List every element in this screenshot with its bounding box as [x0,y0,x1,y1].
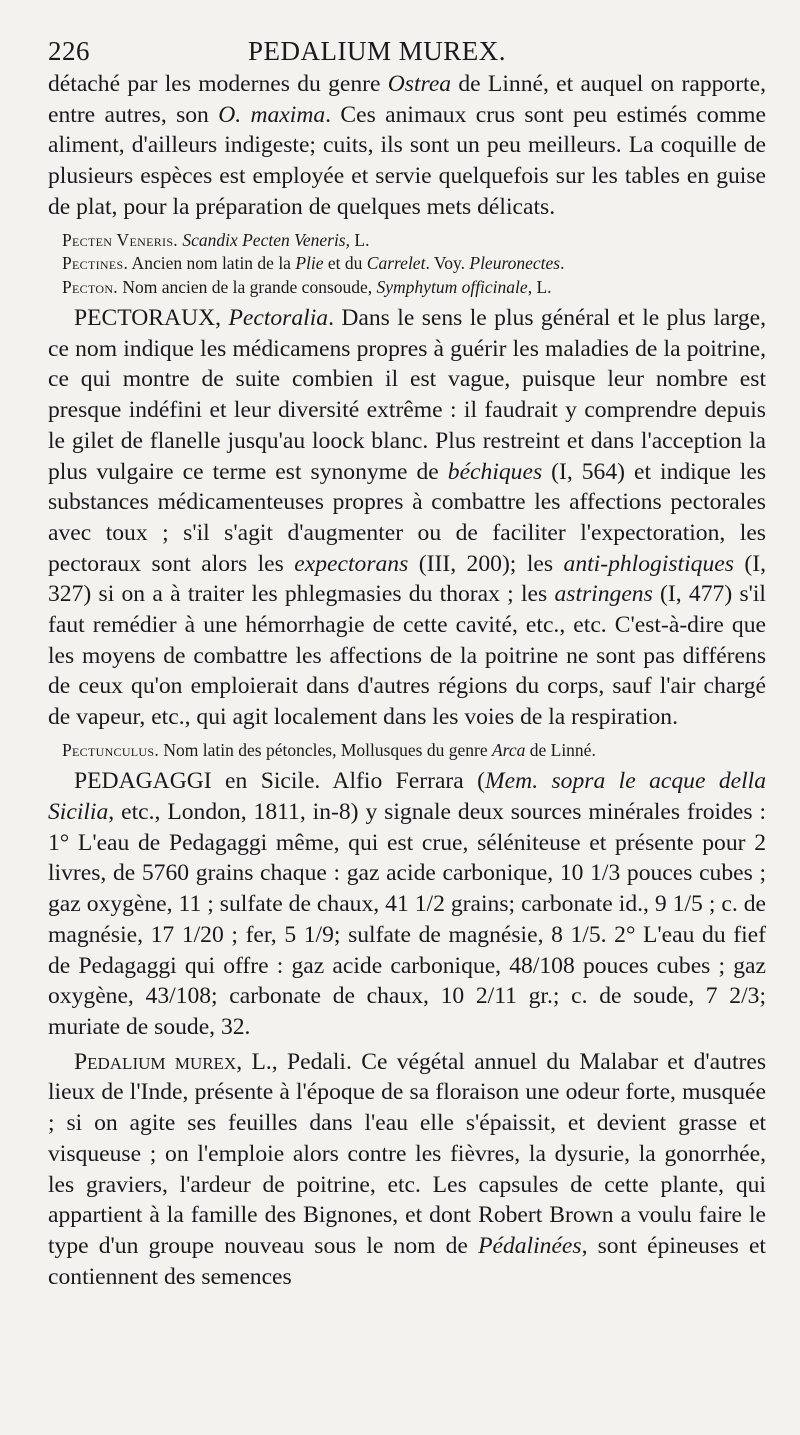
italic-term: Symphytum officinale [376,276,528,297]
text-span: . Dans le sens le plus général et le plus large, ce nom indique les médicamens propres à guérir les maladies de la poitrine, ce qui montre de suite combien il est vague, puisque leur nombre est presque indéfini et leur diversité extrême : il faudrait y comprendre depuis le gilet de flanelle jusqu'au loock blanc. Plus restreint et dans l'acception la plus vulgaire ce terme est synonyme de [48,305,766,485]
running-title: PEDALIUM MUREX. [248,36,507,66]
text-span: , etc., London, 1811, in-8) y signale deux sources minérales froides : 1° L'eau de Pedagaggi même, qui est crue, séléniteuse et présente pour 2 livres, de 5760 grains chaque : gaz acide carbonique, 10 1/3 pouces cubes ; gaz oxygène, 11 ; sulfate de chaux, 41 1/2 grains; carbonate id., 9 1/5 ; c. de magnésie, 17 1/20 ; fer, 5 1/9; sulfate de magnésie, 8 1/5. 2° L'eau du fief de Pedagaggi qui offre : gaz acide carbonique, 48/108 pouces cubes ; gaz oxygène, 43/108; carbonate de chaux, 10 2/11 gr.; c. de soude, 7 2/3; muriate de soude, 32. [48,799,766,1040]
italic-term: astringens [554,581,653,608]
italic-term: Arca [491,739,526,760]
text-span: (III, 200); les [408,550,564,577]
page-number: 226 [48,36,90,66]
italic-term: expectorans [294,550,409,577]
italic-term: Plie [295,253,324,274]
text-span: détaché par les modernes du genre [48,71,388,97]
text-span: L. [350,229,370,250]
italic-term: béchiques [447,458,543,485]
text-span: , L., Pedali. Ce végétal annuel du Malabar et d'autres lieux de l'Inde, présente à l'époque de sa floraison une odeur forte, musquée ; si on agite ses feuilles dans l'eau elle s'épaissit, et devient grasse et visqueuse ; on l'emploie alors contre les fièvres, la dysurie, la gonorrhée, les graviers, l'ardeur de poitrine, etc. Les capsules de cette plante, qui appartient à la famille des Bignones, et dont Robert Brown a voulu faire le type d'un groupe nouveau sous le nom de [48,1048,767,1259]
entry-pecten-veneris [48,229,766,253]
text-span: (I, 477) s'il faut remédier à une hémorrhagie de cette cavité, etc., etc. C'est-à-dire que les moyens de combattre les affections de la poitrine ne sont pas différens de ceux qu'on emploierait dans d'autres régions du corps, sauf l'air chargé de vapeur, etc., qui agit localement dans les voies de la respiration. [48,581,766,731]
page-body [48,69,766,1292]
italic-term: Pleuronectes [469,253,561,274]
text-span: de Linné, et auquel on rapporte, entre autres, son [48,71,766,128]
entry-headword: Pecten Veneris. [62,229,178,250]
text-span: , L. [527,276,552,297]
text-span: , [215,305,229,332]
paragraph-ostrea-continuation [48,69,766,223]
entry-pedagaggi [48,766,766,1042]
italic-term: Pédalinées [478,1232,582,1259]
text-span: et du [323,253,367,274]
entry-headword: Pedalium murex [74,1048,237,1075]
minor-entries-pectunculus [48,739,766,763]
text-span: Ancien nom latin de la [128,253,296,274]
italic-term: O. maxima [218,101,326,128]
text-span: Nom latin des pétoncles, Mollusques du genre [159,739,492,760]
text-span: . Voy. [425,253,470,274]
entry-pecton [48,276,766,300]
text-span: . [560,253,565,274]
entry-pectines [48,252,766,276]
text-span: Nom ancien de la grande consoude, [118,276,377,297]
text-span: de Linné. [525,739,596,760]
entry-pectunculus [48,739,766,763]
entry-pedalium-murex [48,1047,766,1293]
running-head [48,36,766,67]
text-span: , sont épineuses et contiennent des semences [48,1232,766,1290]
italic-term: Carrelet [366,253,426,274]
minor-entries-pecten [48,229,766,300]
entry-headword: PEDAGAGGI [74,768,212,795]
text-span: (I, 564) et indique les substances médicamenteuses propres à combattre les affections pectorales avec toux ; s'il s'agit d'augmenter ou de faciliter l'expectoration, les pectoraux sont alors les [48,458,767,577]
italic-term: Pectoralia [228,305,329,332]
italic-term: Ostrea [387,71,452,97]
italic-term: Scandix Pecten Veneris, [177,229,350,250]
entry-pectoraux [48,303,766,733]
entry-headword: Pecton. [62,276,118,297]
italic-term: anti-phlogistiques [563,550,734,577]
entry-headword: Pectines. [62,253,129,274]
entry-headword: Pectunculus. [62,739,160,760]
text-span: . Ces animaux crus sont peu estimés comme aliment, d'ailleurs indigeste; cuits, ils sont un peu meilleurs. La coquille de plusieurs espèces est employée et servie quelquefois sur les tables en guise de plat, pour la préparation de quelques mets délicats. [48,101,766,220]
text-span: en Sicile. Alfio Ferrara ( [211,768,486,795]
text-span: (I, 327) si on a à traiter les phlegmasies du thorax ; les [48,550,767,608]
italic-term: Mem. sopra le acque della Sicilia [48,768,767,826]
entry-headword: PECTORAUX [74,305,216,332]
